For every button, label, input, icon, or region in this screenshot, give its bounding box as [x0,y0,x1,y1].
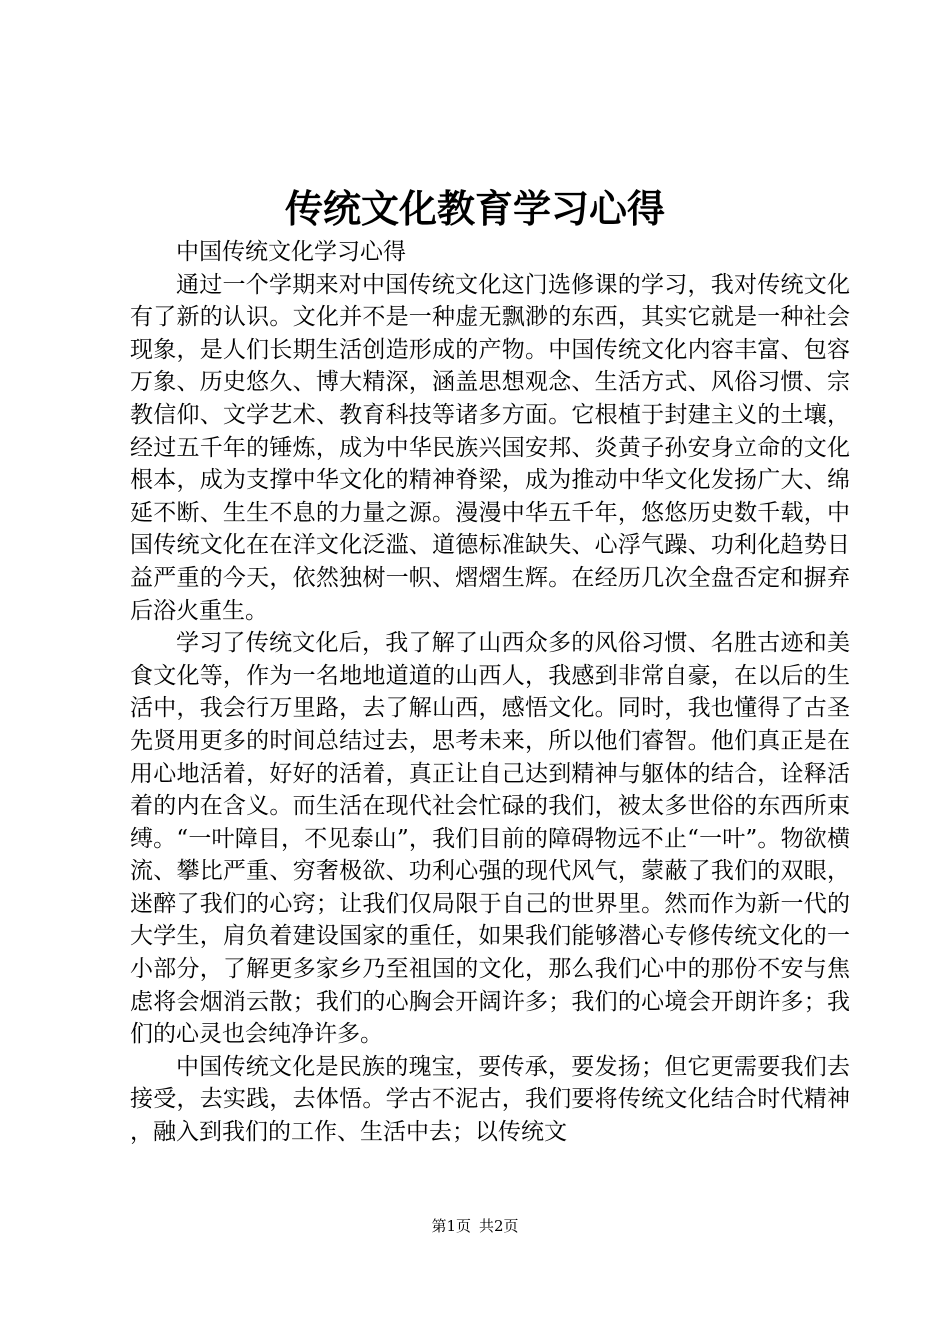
body-paragraph: 通过一个学期来对中国传统文化这门选修课的学习，我对传统文化有了新的认识。文化并不是一种虚无飘渺的东西，其实它就是一种社会现象，是人们长期生活创造形成的产物。中国传统文化内容丰富、包容万象、历史悠久、博大精深，涵盖思想观念、生活方式、风俗习惯、宗教信仰、文学艺术、教育科技等诸多方面。它根植于封建主义的土壤，经过五千年的锤炼，成为中华民族兴国安邦、炎黄子孙安身立命的文化根本，成为支撑中华文化的精神脊梁，成为推动中华文化发扬广大、绵延不断、生生不息的力量之源。漫漫中华五千年，悠悠历史数千载，中国传统文化在在洋文化泛滥、道德标准缺失、心浮气躁、功利化趋势日益严重的今天，依然独树一帜、熠熠生辉。在经历几次全盘否定和摒弃后浴火重生。 [130,271,850,624]
body-paragraph-subtitle: 中国传统文化学习心得 [176,239,406,265]
body-paragraph: 中国传统文化是民族的瑰宝，要传承，要发扬；但它更需要我们去接受，去实践，去体悟。学古不泥古，我们要将传统文化结合时代精神，融入到我们的工作、生活中去；以传统文 [130,1053,850,1146]
page-footer [0,1216,950,1236]
page-number-total: 共2页 [479,1217,519,1235]
document-body [130,236,850,1149]
page-number-current: 第1页 [431,1217,471,1235]
body-paragraph: 学习了传统文化后，我了解了山西众多的风俗习惯、名胜古迹和美食文化等，作为一名地地道道的山西人，我感到非常自豪，在以后的生活中，我会行万里路，去了解山西，感悟文化。同时，我也懂得了古圣先贤用更多的时间总结过去，思考未来，所以他们睿智。他们真正是在用心地活着，好好的活着，真正让自己达到精神与躯体的结合，诠释活着的内在含义。而生活在现代社会忙碌的我们，被太多世俗的东西所束缚。“一叶障目，不见泰山”，我们目前的障碍物远不止“一叶”。物欲横流、攀比严重、穷奢极欲、功利心强的现代风气，蒙蔽了我们的双眼，迷醉了我们的心窍；让我们仅局限于自己的世界里。然而作为新一代的大学生，肩负着建设国家的重任，如果我们能够潜心专修传统文化的一小部分，了解更多家乡乃至祖国的文化，那么我们心中的那份不安与焦虑将会烟消云散；我们的心胸会开阔许多；我们的心境会开朗许多；我们的心灵也会纯净许多。 [130,630,850,1048]
document-title: 传统文化教育学习心得 [284,186,665,231]
